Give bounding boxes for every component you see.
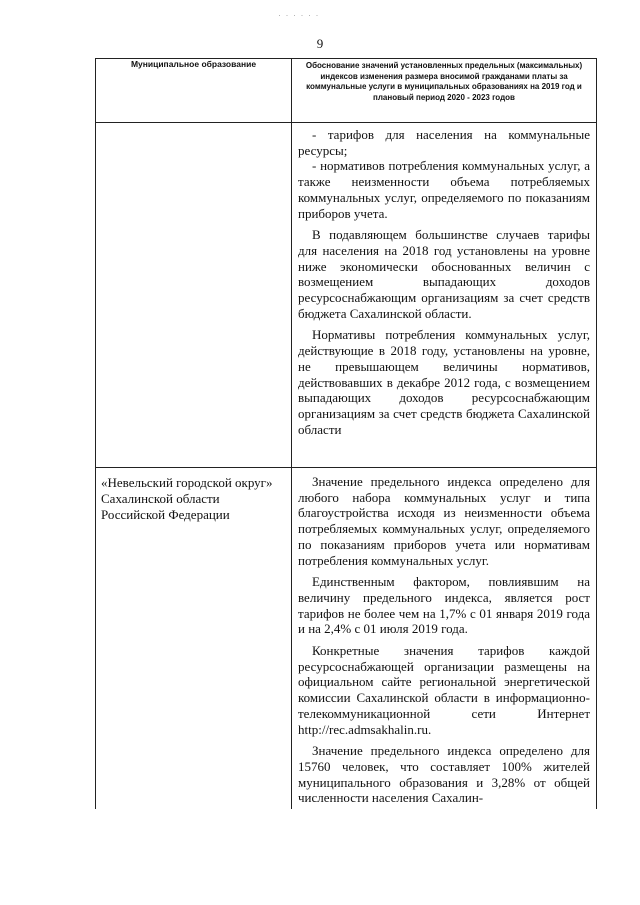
table-row <box>96 123 597 468</box>
paragraph: Единственным фактором, повлиявшим на величину предельного индекса, является рост тарифов не более чем на 1,7% с 01 января 2019 года и на 2,4% с 01 июля 2019 года. <box>298 574 590 637</box>
table-header-row <box>96 59 597 123</box>
paragraph: В подавляющем большинстве случаев тарифы для населения на 2018 год установлены на уровне ниже экономически обоснованных величин с возмещением выпадающих доходов ресурсоснабжающим организациям за счет средств бюджета Сахалинской области. <box>298 227 590 321</box>
paragraph: Конкретные значения тарифов каждой ресурсоснабжающей организации размещены на официальном сайте региональной энергетической комиссии Сахалинской области в информационно-телекоммуникационной сети Интернет http://rec.admsakhalin.ru. <box>298 643 590 737</box>
paragraph: Нормативы потребления коммунальных услуг, действующие в 2018 году, установлены на уровне, не превышающем величины нормативов, действовавших в декабре 2012 года, с возмещением выпадающих доходов ресурсоснабжающим организациям за счет средств бюджета Сахалинской области <box>298 327 590 437</box>
paragraph: Значение предельного индекса определено для любого набора коммунальных услуг и типа благоустройства исходя из неизменности объема потребляемых коммунальных услуг, определяемого по показаниям приборов учета или нормативам потребления коммунальных услуг. <box>298 474 590 568</box>
cell-justification <box>292 123 597 468</box>
paragraph: - нормативов потребления коммунальных услуг, а также неизменности объема потребляемых коммунальных услуг, определяемого по показаниям приборов учета. <box>298 158 590 221</box>
paragraph: Значение предельного индекса определено для 15760 человек, что составляет 100% жителей муниципального образования и 3,28% от общей численности населения Сахалин- <box>298 743 590 806</box>
table-row <box>96 468 597 810</box>
paragraph: - тарифов для населения на коммунальные ресурсы; <box>298 127 590 158</box>
cell-municipality <box>96 123 292 468</box>
justification-table <box>95 58 597 809</box>
page-number: 9 <box>316 36 324 51</box>
cell-justification <box>292 468 597 810</box>
header-municipality: Муниципальное образование <box>96 59 292 123</box>
faint-stamp: · · · · · · <box>278 10 320 20</box>
cell-municipality: «Невельский городской округ» Сахалинской области Российской Федерации <box>96 468 292 810</box>
header-justification: Обоснование значений установленных предельных (максимальных) индексов изменения размера вносимой гражданами платы за коммунальные услуги в муниципальных образованиях на 2019 год и плановый период 2020 - 2023 годов <box>292 59 597 123</box>
